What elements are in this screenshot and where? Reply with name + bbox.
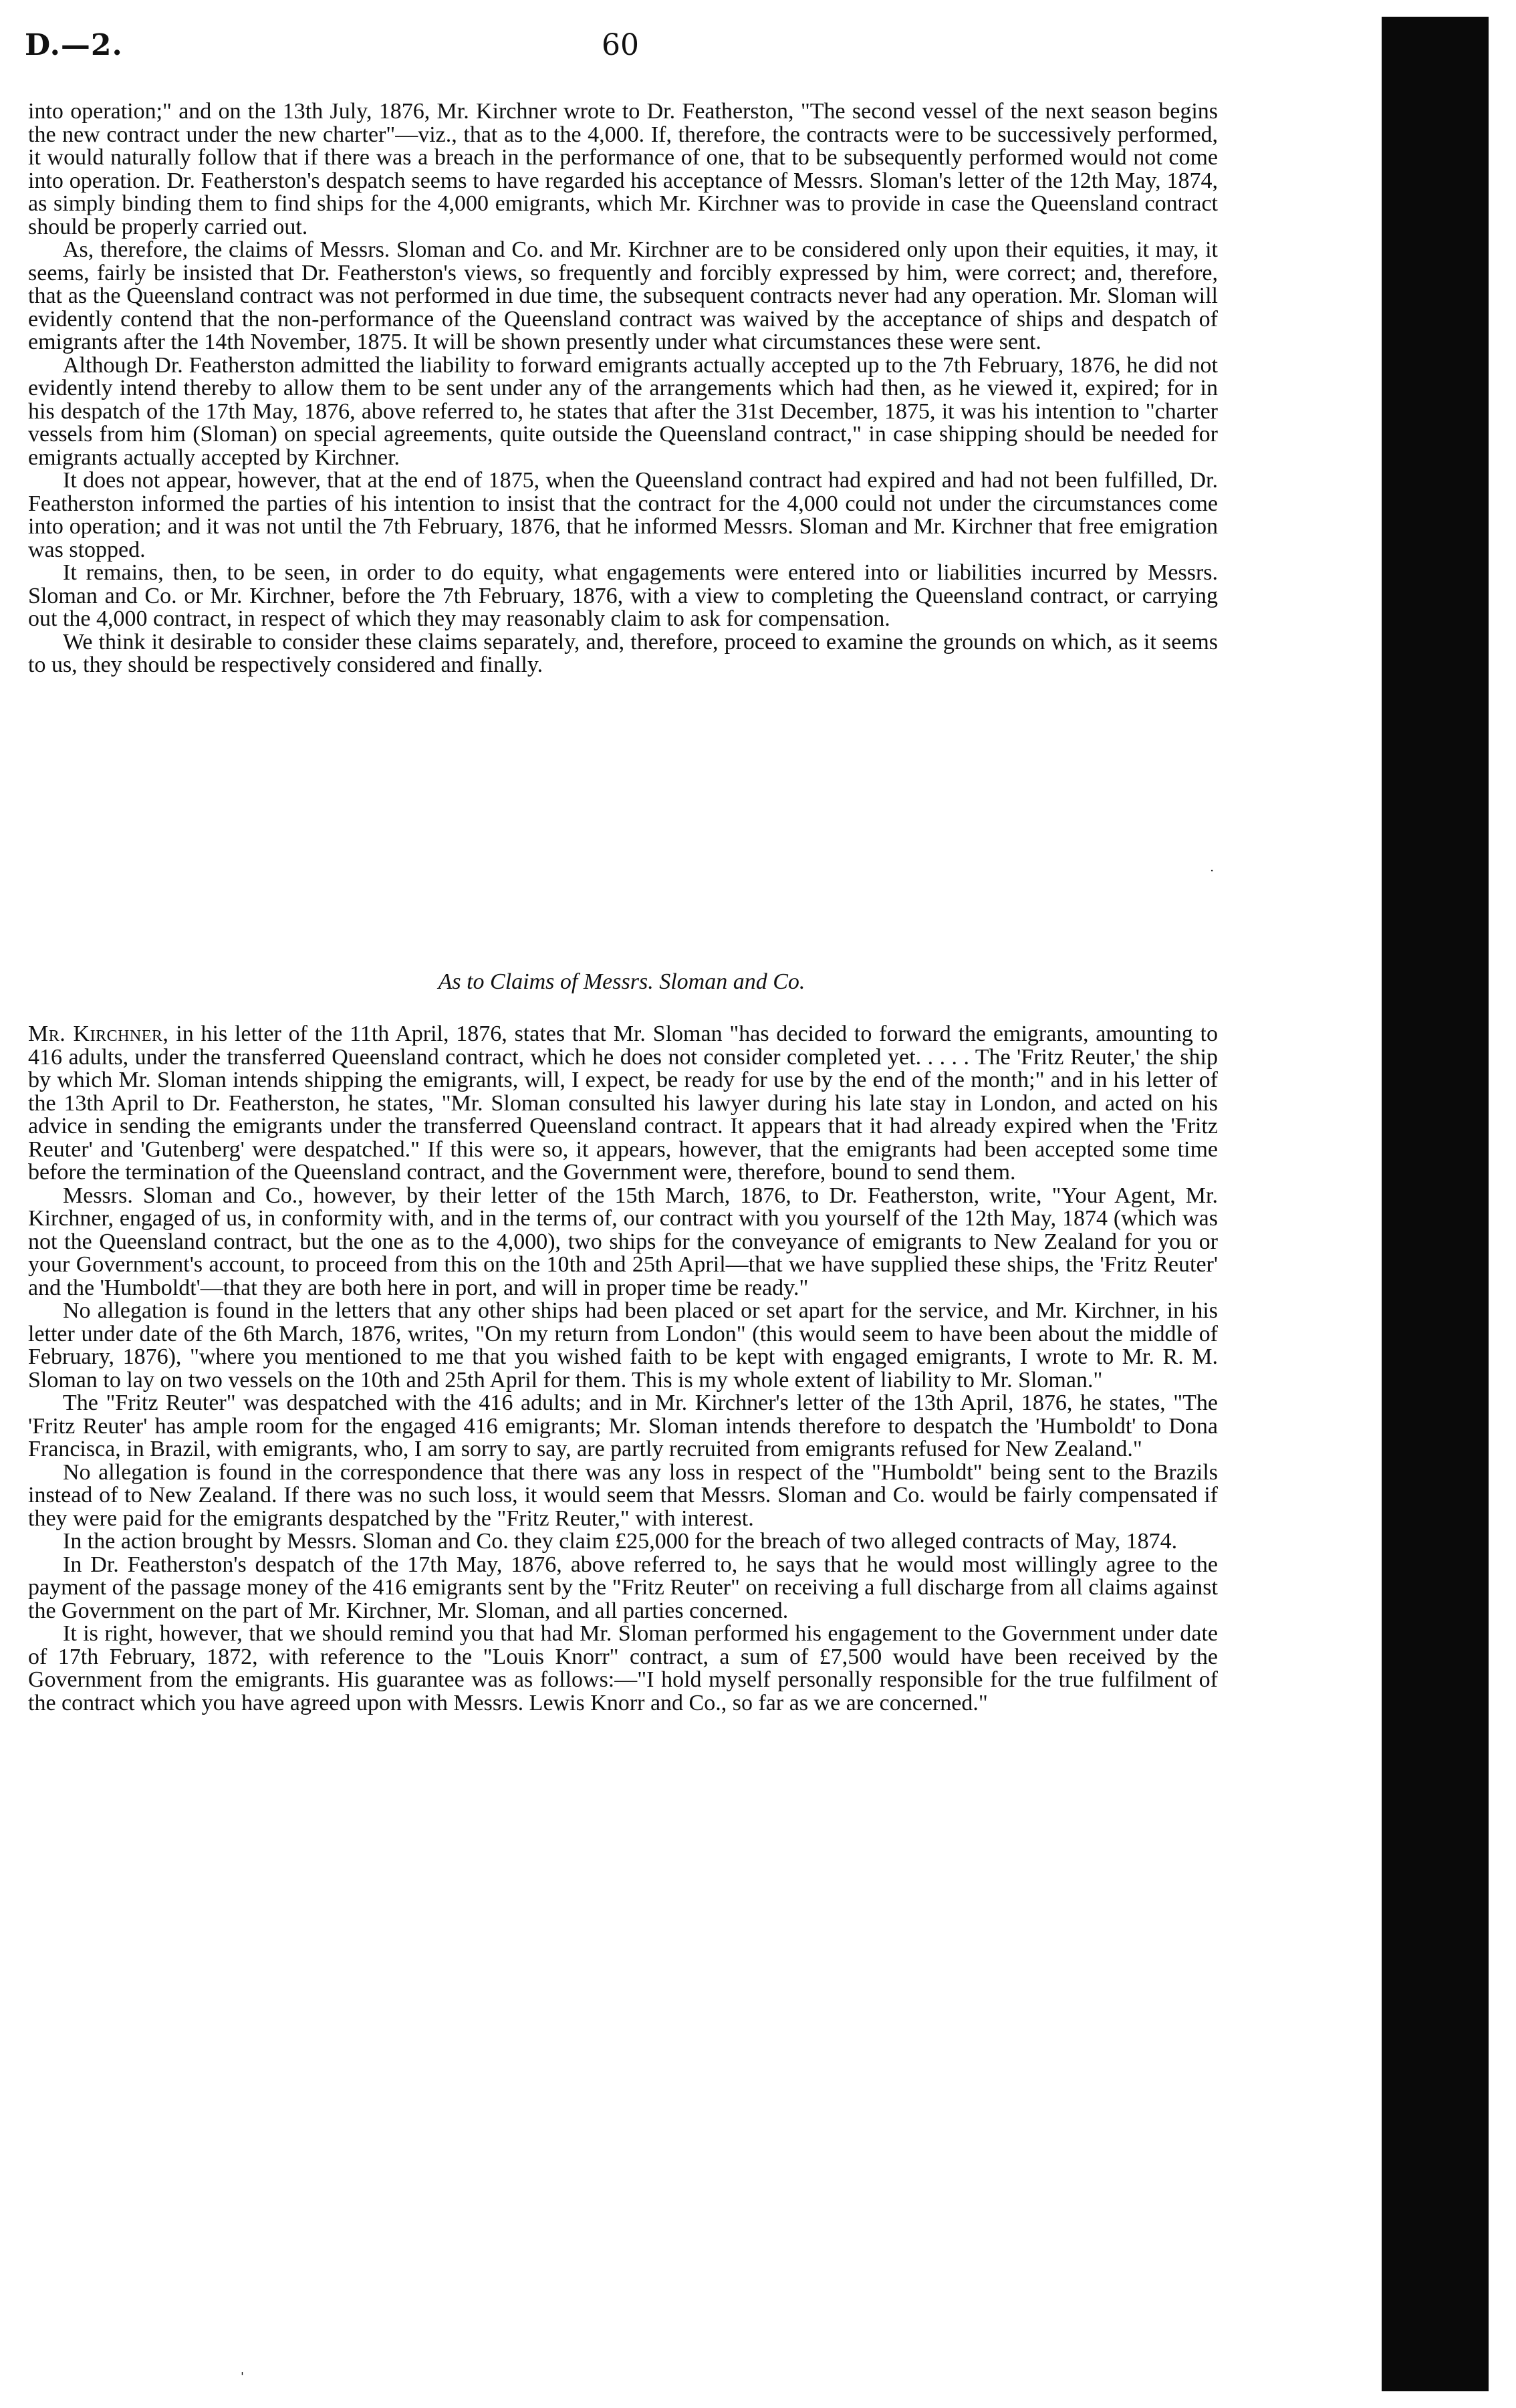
paragraph: It is right, however, that we should remind you that had Mr. Sloman performed his engagement to the Government under date of 17th February, 1872, with reference to the "Louis Knorr" contract, a sum of £7,500 would have been received by the Government from the emigrants. His guarantee was as follows:—"I hold myself personally responsible for the true fulfilment of the contract which you have agreed upon with Messrs. Lewis Knorr and Co., so far as we are concerned." xyxy=(28,1621,1218,1715)
paragraph: In the action brought by Messrs. Sloman and Co. they claim £25,000 for the breach of two alleged contracts of May, 1874. xyxy=(63,1529,1178,1554)
text-block-top xyxy=(28,100,1218,677)
paragraph xyxy=(28,1023,1218,1185)
paragraph: In Dr. Featherston's despatch of the 17th May, 1876, above referred to, he says that he would most willingly agree to the payment of the passage money of the 416 emigrants sent by the "Fritz Reuter" on receiving a full discharge from all claims against the Government on the part of Mr. Kirchner, Mr. Sloman, and all parties concerned. xyxy=(28,1552,1218,1623)
paragraph: No allegation is found in the letters that any other ships had been placed or set apart for the service, and Mr. Kirchner, in his letter under date of the 6th March, 1876, writes, "On my return from London" (this would seem to have been about the middle of February, 1876), "where you mentioned to me that you wished faith to be kept with engaged emigrants, I wrote to Mr. R. M. Sloman to lay on two vessels on the 10th and 25th April for them. This is my whole extent of liability to Mr. Sloman." xyxy=(28,1298,1218,1393)
text-block-bottom xyxy=(28,1023,1218,1715)
section-heading: As to Claims of Messrs. Sloman and Co. xyxy=(438,969,805,994)
paragraph: Messrs. Sloman and Co., however, by their letter of the 15th March, 1876, to Dr. Featherston, write, "Your Agent, Mr. Kirchner, engaged of us, in conformity with, and in the terms of, our contract with you yourself of the 12th May, 1874 (which was not the Queensland contract, but the one as to the 4,000), two ships for the conveyance of emigrants to New Zealand for you or your Government's account, to proceed from this on the 10th and 25th April—that we have supplied these ships, the 'Fritz Reuter' and the 'Humboldt'—that they are both here in port, and will in proper time be ready." xyxy=(28,1183,1218,1300)
scan-margin-bar xyxy=(1382,17,1489,2391)
paragraph: Although Dr. Featherston admitted the liability to forward emigrants actually accepted up to the 7th February, 1876, he did not evidently intend thereby to allow them to be sent under any of the arrangements which had then, as he viewed it, expired; for in his despatch of the 17th May, 1876, above referred to, he states that after the 31st December, 1875, it was his intention to "charter vessels from him (Sloman) on special agreements, quite outside the Queensland contract," in case shipping should be needed for emigrants actually accepted by Kirchner. xyxy=(28,352,1218,470)
paragraph: As, therefore, the claims of Messrs. Sloman and Co. and Mr. Kirchner are to be considered only upon their equities, it may, it seems, fairly be insisted that Dr. Featherston's views, so frequently and forcibly expressed by him, were correct; and, therefore, that as the Queensland contract was not performed in due time, the subsequent contracts never had any operation. Mr. Sloman will evidently contend that the non-performance of the Queensland contract was waived by the acceptance of ships and despatch of emigrants after the 14th November, 1875. It will be shown presently under what circumstances these were sent. xyxy=(28,237,1218,354)
page-number: 60 xyxy=(602,28,639,62)
paragraph: No allegation is found in the correspondence that there was any loss in respect of the "Humboldt" being sent to the Brazils instead of to New Zealand. If there was no such loss, it would seem that Messrs. Sloman and Co. would be fairly compensated if they were paid for the emigrants despatched by the "Fritz Reuter," with interest. xyxy=(28,1459,1218,1531)
paragraph: It remains, then, to be seen, in order to do equity, what engagements were entered into or liabilities incurred by Messrs. Sloman and Co. or Mr. Kirchner, before the 7th February, 1876, with a view to completing the Queensland contract, or carrying out the 4,000 contract, in respect of which they may reasonably claim to ask for compensation. xyxy=(28,560,1218,631)
document-reference: D.—2. xyxy=(25,28,123,62)
stray-mark: ' xyxy=(241,2370,244,2384)
paragraph-text: in his letter of the 11th April, 1876, states that Mr. Sloman "has decided to forward the emigrants, amounting to 416 adults, under the transferred Queensland contract, which he does not consider completed yet. . . . . The 'Fritz Reuter,' the ship by which Mr. Sloman intends shipping the emigrants, will, I expect, be ready for use by the end of the month;" and in his letter of the 13th April to Dr. Featherston, he states, "Mr. Sloman consulted his lawyer during his late stay in London, and acted on his advice in sending the emigrants under the transferred Queensland contract. It appears that it had already expired when the 'Fritz Reuter' and 'Gutenberg' were despatched." If this were so, it appears, however, that the emigrants had been accepted some time before the termination of the Queensland contract, and the Government were, therefore, bound to send them. xyxy=(28,1021,1218,1185)
paragraph: The "Fritz Reuter" was despatched with the 416 adults; and in Mr. Kirchner's letter of the 13th April, 1876, he states, "The 'Fritz Reuter' has ample room for the engaged 416 emigrants; Mr. Sloman intends therefore to despatch the 'Humboldt' to Dona Francisca, in Brazil, with emigrants, who, I am sorry to say, are partly recruited from emigrants refused for New Zealand." xyxy=(28,1391,1218,1461)
paragraph: into operation;" and on the 13th July, 1876, Mr. Kirchner wrote to Dr. Featherston, "The second vessel of the next season begins the new contract under the new charter"—viz., that as to the 4,000. If, therefore, the contracts were to be successively performed, it would naturally follow that if there was a breach in the performance of one, that to be subsequently performed would not come into operation. Dr. Featherston's despatch seems to have regarded his acceptance of Messrs. Sloman's letter of the 12th May, 1874, as simply binding them to find ships for the 4,000 emigrants, which Mr. Kirchner was to provide in case the Queensland contract should be properly carried out. xyxy=(28,99,1218,239)
paragraph-lead: Mr. Kirchner, xyxy=(28,1021,169,1046)
paragraph: It does not appear, however, that at the end of 1875, when the Queensland contract had expired and had not been fulfilled, Dr. Featherston informed the parties of his intention to insist that the contract for the 4,000 could not under the circumstances come into operation; and it was not until the 7th February, 1876, that he informed Messrs. Sloman and Mr. Kirchner that free emigration was stopped. xyxy=(28,468,1218,562)
paragraph: We think it desirable to consider these claims separately, and, therefore, proceed to examine the grounds on which, as it seems to us, they should be respectively considered and finally. xyxy=(28,629,1218,677)
stray-dot: · xyxy=(1210,862,1215,878)
